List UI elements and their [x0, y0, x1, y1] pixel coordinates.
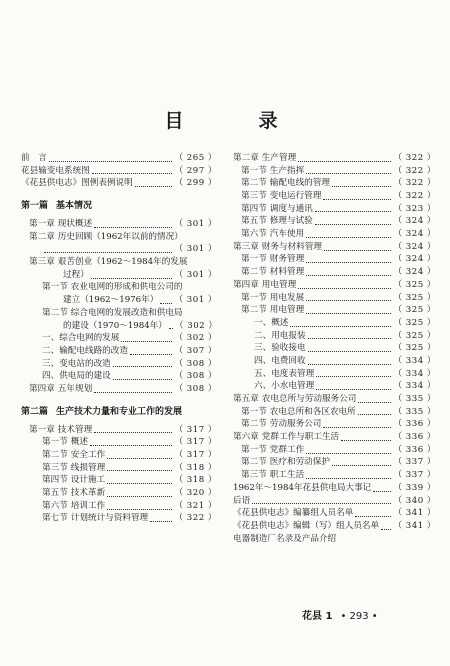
- toc-entry-number: 第五章: [233, 394, 259, 405]
- toc-entry-title: 农电总所和各区农电所: [269, 406, 356, 417]
- toc-page-ref: （ 308 ）: [174, 371, 217, 382]
- toc-entry-number: 第二节: [42, 307, 68, 318]
- leader-dots: [373, 490, 391, 492]
- toc-entry: [233, 203, 436, 216]
- toc-page-ref: （ 318 ）: [174, 475, 217, 486]
- toc-left-column: [21, 152, 217, 525]
- toc-entry: [21, 177, 217, 190]
- toc-page-ref: （ 324 ）: [393, 267, 436, 278]
- toc-entry-number: 第六章: [233, 432, 259, 443]
- toc-entry-title: 财务管理: [269, 254, 305, 265]
- toc-entry: [21, 462, 217, 475]
- leader-dots: [90, 444, 172, 446]
- toc-page-ref: （ 323 ）: [393, 203, 436, 214]
- toc-page-ref: （ 301 ）: [174, 244, 217, 255]
- toc-page-ref: （ 307 ）: [174, 345, 217, 356]
- toc-page-ref: （ 324 ）: [393, 229, 436, 240]
- leader-dots: [324, 249, 391, 251]
- toc-entry: [21, 474, 217, 487]
- toc-entry-number: 第一节: [241, 292, 267, 303]
- toc-entry-number: 第一节: [42, 437, 68, 448]
- leader-dots: [358, 413, 392, 415]
- toc-right-column: [233, 152, 436, 545]
- toc-entry-title: 计划统计与资料管理: [70, 513, 149, 524]
- leader-dots: [107, 457, 172, 459]
- leader-dots: [358, 401, 391, 403]
- leader-dots: [94, 226, 172, 228]
- toc-entry-number: 第三章: [233, 241, 259, 252]
- toc-entry-title: 医疗和劳动保护: [269, 457, 330, 468]
- page-title: 目 录: [164, 110, 306, 132]
- toc-entry: [21, 487, 217, 500]
- leader-dots: [107, 482, 172, 484]
- toc-page-ref: （ 317 ）: [174, 424, 217, 435]
- leader-dots: [341, 439, 391, 441]
- toc-entry-title: 设计施工: [70, 475, 106, 486]
- part-title: 生产技术力量和专业工作的发展: [56, 406, 183, 417]
- toc-page-ref: （ 337 ）: [393, 457, 436, 468]
- toc-page-ref: （ 325 ）: [393, 305, 436, 316]
- toc-entry-number: 第一节: [241, 165, 267, 176]
- toc-entry: [21, 345, 217, 358]
- toc-entry-title: 培训工作: [70, 500, 106, 511]
- leader-dots: [94, 431, 172, 433]
- toc-entry-title: 后语: [233, 495, 251, 506]
- leader-dots: [94, 391, 172, 393]
- leader-dots: [306, 274, 391, 276]
- toc-entry-title: 输配电线的管理: [269, 178, 330, 189]
- toc-entry-title: 劳动服务公司: [269, 419, 322, 430]
- toc-page-ref: （ 301 ）: [174, 295, 217, 306]
- toc-entry-number: 第四章: [233, 279, 259, 290]
- toc-entry-title: 花县输变电系统图: [21, 165, 90, 176]
- toc-page-ref: （ 334 ）: [393, 368, 436, 379]
- toc-entry-title: 前 言: [21, 152, 47, 163]
- leader-dots: [160, 302, 172, 304]
- part-number: 第一篇: [21, 201, 49, 212]
- toc-entry-number: 第四节: [241, 203, 267, 214]
- toc-entry-number: 第五节: [42, 488, 68, 499]
- toc-page-ref: （ 340 ）: [393, 495, 436, 506]
- toc-entry-title: 农电总所与劳动服务公司: [261, 394, 357, 405]
- toc-entry-title: 党群工作: [269, 444, 305, 455]
- toc-entry: [21, 218, 217, 231]
- toc-page-ref: （ 336 ）: [393, 444, 436, 455]
- toc-entry: [21, 500, 217, 513]
- toc-entry-title: 技术管理: [57, 424, 93, 435]
- toc-entry: [233, 393, 436, 406]
- leader-dots: [113, 378, 173, 380]
- toc-entry-title: 《花县供电志》编辑（写）组人员名单: [233, 520, 380, 531]
- leader-dots: [316, 388, 391, 390]
- toc-page-ref: （ 322 ）: [393, 152, 436, 163]
- leader-dots: [290, 325, 391, 327]
- toc-entry: [233, 507, 436, 520]
- leader-dots: [306, 452, 391, 454]
- toc-entry-title: 概述: [70, 437, 88, 448]
- toc-entry-number: 第一章: [29, 424, 55, 435]
- toc-continuation: [21, 294, 217, 307]
- toc-entry: [233, 190, 436, 203]
- toc-page-ref: （ 325 ）: [393, 292, 436, 303]
- toc-entry: [233, 431, 436, 444]
- leader-dots: [306, 299, 391, 301]
- toc-entry: [233, 279, 436, 292]
- toc-entry: [21, 383, 217, 396]
- toc-entry: [233, 304, 436, 317]
- toc-page-ref: （ 317 ）: [174, 437, 217, 448]
- leader-dots: [315, 223, 392, 225]
- toc-continuation: [21, 243, 217, 256]
- toc-entry: [21, 152, 217, 165]
- toc-entry-title: 变电运行管理: [269, 191, 322, 202]
- toc-entry-title-cont: 的建设（1970～1984年）: [63, 320, 167, 331]
- toc-entry-title: 用电管理: [269, 305, 305, 316]
- toc-entry-title: 现状概述: [57, 219, 93, 230]
- toc-page-ref: （ 321 ）: [174, 500, 217, 511]
- toc-entry-title: 四、供电局的建设: [42, 371, 111, 382]
- toc-entry-number: 第七节: [42, 513, 68, 524]
- leader-dots: [107, 469, 172, 471]
- toc-page-ref: （ 325 ）: [393, 343, 436, 354]
- leader-dots: [113, 365, 173, 367]
- toc-entry: [233, 368, 436, 381]
- toc-page-ref: （ 301 ）: [174, 269, 217, 280]
- toc-entry-title: 党群工作与职工生活: [261, 432, 340, 443]
- footer-page-number: • 293 •: [340, 611, 378, 622]
- toc-entry-number: 第二节: [241, 419, 267, 430]
- toc-entry: [233, 165, 436, 178]
- toc-page-ref: （ 335 ）: [393, 394, 436, 405]
- leader-dots: [91, 277, 173, 279]
- toc-entry: [21, 165, 217, 178]
- toc-page-ref: （ 324 ）: [393, 241, 436, 252]
- leader-dots: [306, 261, 391, 263]
- toc-entry: [21, 449, 217, 462]
- toc-entry-title: 四、电费回收: [254, 355, 306, 366]
- toc-entry-title: 综合电网的发展改造和供电局: [70, 307, 183, 318]
- toc-page-ref: （ 318 ）: [174, 462, 217, 473]
- toc-page-ref: （ 325 ）: [393, 330, 436, 341]
- leader-dots: [107, 508, 172, 510]
- leader-dots: [135, 185, 173, 187]
- toc-entry: [233, 380, 436, 393]
- toc-entry: [21, 231, 217, 244]
- leader-dots: [306, 236, 391, 238]
- toc-continuation: [21, 269, 217, 282]
- toc-entry-title: 一、综合电网的发展: [42, 333, 120, 344]
- toc-entry: [233, 342, 436, 355]
- toc-entry: [21, 307, 217, 320]
- toc-entry: [21, 332, 217, 345]
- leader-dots: [49, 160, 173, 162]
- toc-page-ref: （ 334 ）: [393, 381, 436, 392]
- toc-page-ref: （ 301 ）: [174, 219, 217, 230]
- toc-entry: [21, 436, 217, 449]
- toc-entry: [233, 482, 436, 495]
- toc-page-ref: （ 336 ）: [393, 419, 436, 430]
- toc-page-ref: （ 297 ）: [174, 165, 217, 176]
- toc-entry: [21, 513, 217, 526]
- toc-page-ref: （ 324 ）: [393, 254, 436, 265]
- toc-entry-number: 第二节: [241, 305, 267, 316]
- leader-dots: [44, 251, 172, 253]
- toc-entry: [21, 370, 217, 383]
- toc-page-ref: （ 322 ）: [393, 191, 436, 202]
- leader-dots: [355, 515, 391, 517]
- leader-dots: [92, 172, 173, 174]
- toc-entry-title: 艰苦创业（1962～1984年的发展: [57, 257, 188, 268]
- part-number: 第二篇: [21, 406, 49, 417]
- toc-entry-title: 汽车使用: [269, 229, 305, 240]
- toc-entry-title: 《花县供电志》图例表例说明: [21, 178, 133, 189]
- toc-entry-number: 第一节: [241, 444, 267, 455]
- toc-entry: [233, 177, 436, 190]
- toc-page-ref: （ 324 ）: [393, 216, 436, 227]
- toc-page-ref: （ 302 ）: [174, 333, 217, 344]
- toc-entry-number: 第三节: [241, 191, 267, 202]
- toc-entry-number: 第一节: [241, 406, 267, 417]
- toc-entry: [233, 406, 436, 419]
- leader-dots: [306, 312, 391, 314]
- leader-dots: [308, 350, 392, 352]
- part-heading: [21, 199, 217, 214]
- toc-entry: [233, 520, 436, 533]
- footer-county: 花县 1: [302, 611, 333, 622]
- toc-entry: [233, 355, 436, 368]
- toc-continuation: [21, 320, 217, 333]
- toc-entry-number: 第四节: [42, 475, 68, 486]
- leader-dots: [130, 353, 172, 355]
- leader-dots: [252, 502, 391, 504]
- toc-entry: [233, 215, 436, 228]
- toc-page-ref: （ 317 ）: [174, 450, 217, 461]
- page-footer: [302, 607, 378, 622]
- toc-entry: [21, 424, 217, 437]
- toc-entry-title: 用电发展: [269, 292, 305, 303]
- part-heading: [21, 405, 217, 420]
- toc-entry-number: 第六节: [42, 500, 68, 511]
- toc-entry-title: 三、验收接电: [254, 343, 306, 354]
- leader-dots: [315, 210, 392, 212]
- toc-entry: [233, 241, 436, 254]
- toc-page-ref: （ 325 ）: [393, 279, 436, 290]
- leader-dots: [323, 426, 391, 428]
- toc-entry-title: 技术革新: [70, 488, 106, 499]
- toc-entry: [233, 418, 436, 431]
- toc-entry-title: 材料管理: [269, 267, 305, 278]
- leader-dots: [308, 337, 392, 339]
- toc-entry-number: 第五节: [241, 216, 267, 227]
- part-title: 基本情况: [56, 201, 93, 212]
- toc-page-ref: （ 322 ）: [393, 178, 436, 189]
- toc-entry-number: 第三节: [42, 462, 68, 473]
- toc-page-ref: （ 265 ）: [174, 152, 217, 163]
- leader-dots: [169, 327, 173, 329]
- toc-entry-title: 二、输配电线路的改造: [42, 345, 128, 356]
- toc-plain-line: 电器制造厂名录及产品介绍: [233, 533, 337, 544]
- toc-entry-number: 第二节: [241, 178, 267, 189]
- toc-page-ref: （ 341 ）: [393, 508, 436, 519]
- toc-entry-title-cont: 过程）: [63, 269, 89, 280]
- toc-entry-number: 第三节: [241, 470, 267, 481]
- toc-entry: [233, 330, 436, 343]
- toc-entry-number: 第一节: [241, 254, 267, 265]
- toc-page-ref: （ 339 ）: [393, 482, 436, 493]
- toc-entry-title: 三、变电站的改造: [42, 358, 111, 369]
- leader-dots: [298, 287, 391, 289]
- toc-entry-title: 调度与通讯: [269, 203, 313, 214]
- leader-dots: [150, 520, 172, 522]
- toc-entry-title: 用电管理: [261, 279, 297, 290]
- toc-entry-number: 第二节: [241, 457, 267, 468]
- toc-page-ref: （ 334 ）: [393, 355, 436, 366]
- leader-dots: [332, 185, 391, 187]
- toc-page-ref: （ 299 ）: [174, 178, 217, 189]
- toc-entry-title: 1962年～1984年花县供电局大事记: [233, 482, 372, 493]
- toc-entry-number: 第三章: [29, 257, 55, 268]
- toc-entry-title: 农业电网的形成和供电公司的: [70, 282, 183, 293]
- toc-entry: [233, 152, 436, 165]
- leader-dots: [107, 495, 172, 497]
- toc-entry-title: 线损管理: [70, 462, 106, 473]
- toc-entry-title: 财务与材料管理: [261, 241, 322, 252]
- toc-entry: [21, 256, 217, 269]
- toc-entry: [233, 317, 436, 330]
- toc-entry-title: 历史回顾（1962年以前的情况）: [57, 231, 183, 242]
- toc-page-ref: （ 302 ）: [174, 320, 217, 331]
- leader-dots: [308, 363, 392, 365]
- toc-entry-title-cont: 建立（1962～1976年）: [63, 295, 159, 306]
- leader-dots: [298, 160, 391, 162]
- toc-entry: [233, 495, 436, 508]
- toc-entry: [233, 292, 436, 305]
- toc-entry-title: 安全工作: [70, 450, 106, 461]
- toc-entry-number: 第二章: [29, 231, 55, 242]
- toc-entry-title: 一、概述: [254, 317, 289, 328]
- leader-dots: [323, 198, 391, 200]
- toc-entry: [21, 358, 217, 371]
- leader-dots: [121, 340, 172, 342]
- toc-entry-title: 六、小水电管理: [254, 381, 315, 392]
- toc-entry: [233, 254, 436, 267]
- toc-page-ref: （ 322 ）: [174, 513, 217, 524]
- toc-entry-title: 修理与试验: [269, 216, 313, 227]
- toc-entry-number: 第四章: [29, 383, 55, 394]
- toc-entry: [233, 266, 436, 279]
- toc-entry-title: 《花县供电志》编纂组人员名单: [233, 508, 354, 519]
- toc-page-ref: （ 320 ）: [174, 488, 217, 499]
- toc-entry-title: 生产管理: [261, 152, 297, 163]
- toc-entry-title: 五年规划: [57, 383, 93, 394]
- toc-entry-number: 第二节: [241, 267, 267, 278]
- toc-entry-title: 职工生活: [269, 470, 305, 481]
- leader-dots: [332, 464, 391, 466]
- toc-entry-number: 第一节: [42, 282, 68, 293]
- toc-page-ref: （ 335 ）: [393, 406, 436, 417]
- toc-entry-number: 第一章: [29, 219, 55, 230]
- toc-page-ref: （ 308 ）: [174, 358, 217, 369]
- toc-page-ref: （ 341 ）: [393, 520, 436, 531]
- toc-entry-title: 五、电度表管理: [254, 368, 315, 379]
- toc-page-ref: （ 308 ）: [174, 383, 217, 394]
- toc-entry: [21, 282, 217, 295]
- toc-entry-number: 第二章: [233, 152, 259, 163]
- leader-dots: [316, 375, 391, 377]
- toc-entry: [233, 444, 436, 457]
- toc-entry: [233, 228, 436, 241]
- toc-page-ref: （ 325 ）: [393, 317, 436, 328]
- toc-page-ref: （ 322 ）: [393, 165, 436, 176]
- leader-dots: [306, 172, 391, 174]
- leader-dots: [306, 477, 391, 479]
- toc-entry: [233, 457, 436, 470]
- toc-entry-number: 第二节: [42, 450, 68, 461]
- toc-entry: [233, 469, 436, 482]
- toc-page-ref: （ 337 ）: [393, 470, 436, 481]
- toc-entry-title: 二、用电报装: [254, 330, 306, 341]
- toc-entry-title: 生产指挥: [269, 165, 305, 176]
- toc-page-ref: （ 336 ）: [393, 432, 436, 443]
- toc-entry-number: 第六节: [241, 229, 267, 240]
- leader-dots: [381, 528, 391, 530]
